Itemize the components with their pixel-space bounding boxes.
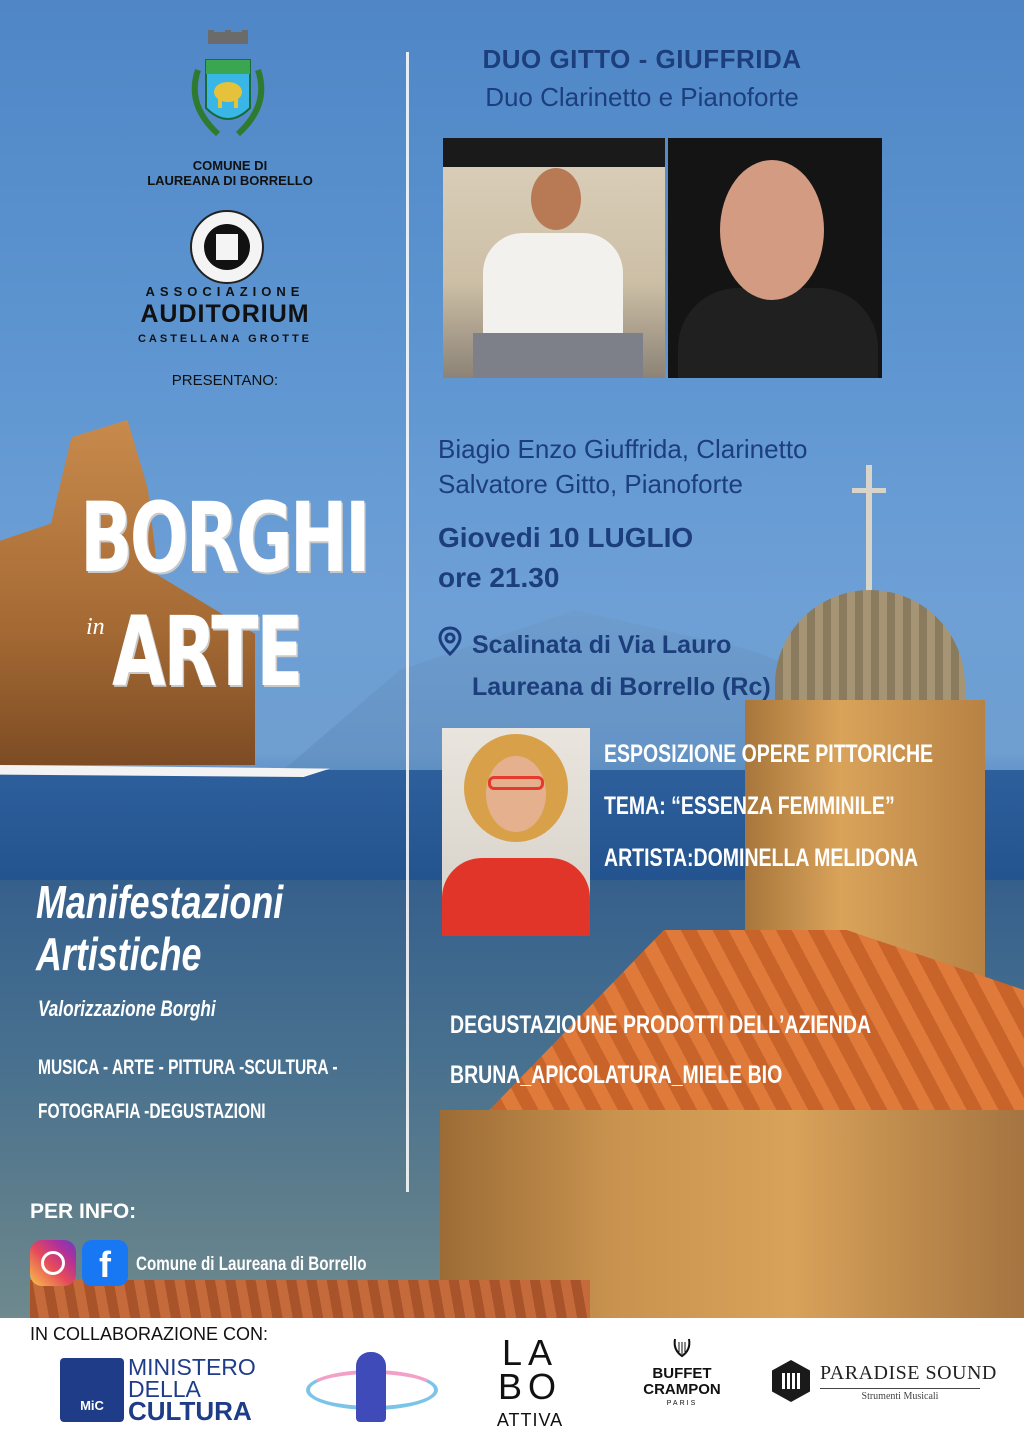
ministero-line2: DELLA [128, 1376, 201, 1402]
assoc-line3: CASTELLANA GROTTE [137, 333, 313, 345]
performer-clarinet: Biagio Enzo Giuffrida, Clarinetto [438, 434, 808, 464]
ministero-name [128, 1354, 256, 1426]
column-divider [406, 52, 409, 1192]
location-line1: Scalinata di Via Lauro [472, 631, 732, 659]
activities-line1: MUSICA - ARTE - PITTURA -SCULTURA - [38, 1056, 338, 1079]
labo-line2: BO [497, 1366, 562, 1407]
duo-title: DUO GITTO - GIUFFRIDA [482, 44, 802, 74]
ministero-line1: MINISTERO [128, 1354, 256, 1380]
conductor-figure-icon [356, 1352, 386, 1422]
dome-cross [866, 465, 872, 595]
duo-subtitle: Duo Clarinetto e Pianoforte [485, 82, 799, 112]
exhibit-line3: ARTISTA:DOMINELLA MELIDONA [604, 844, 919, 872]
location-line2: Laureana di Borrello (Rc) [472, 673, 771, 701]
exhibit-line2: TEMA: “ESSENZA FEMMINILE” [604, 792, 895, 820]
location-pin-icon [438, 626, 462, 656]
activities-list [38, 1046, 349, 1134]
event-date: Giovedi 10 LUGLIO [438, 522, 694, 553]
labo-logo [492, 1332, 568, 1407]
tasting-line2: BRUNA_APICOLATURA_MIELE BIO [450, 1061, 783, 1089]
labo-line1: LA [501, 1332, 559, 1373]
comune-name-line1: COMUNE DI [192, 158, 268, 173]
valorizzazione-text: Valorizzazione Borghi [38, 996, 216, 1021]
facebook-icon[interactable]: f [82, 1240, 128, 1286]
performer-piano: Salvatore Gitto, Pianoforte [438, 469, 743, 499]
paradise-sound-sub: Strumenti Musicali [820, 1388, 980, 1402]
tasting-line1: DEGUSTAZIOUNE PRODOTTI DELL’AZIENDA [450, 1011, 872, 1039]
assoc-line2: AUDITORIUM [140, 300, 310, 328]
per-info-label: PER INFO: [30, 1200, 137, 1223]
clarinettist-photo [443, 138, 665, 378]
manifestazioni-line2: Artistiche [36, 928, 202, 980]
exhibition-info [604, 728, 933, 884]
manifestazioni-line1: Manifestazioni [36, 876, 284, 928]
mic-abbr: MiC [80, 1398, 104, 1413]
title-arte: ARTE [112, 596, 302, 708]
activities-line2: FOTOGRAFIA -DEGUSTAZIONI [38, 1100, 266, 1123]
comune-crest-icon [178, 30, 278, 150]
exhibit-line1: ESPOSIZIONE OPERE PITTORICHE [604, 740, 934, 768]
event-location [472, 624, 771, 708]
ministero-logo-icon [60, 1358, 124, 1422]
manifestazioni-heading [36, 876, 283, 980]
event-time: ore 21.30 [438, 562, 560, 593]
ministero-line3: CULTURA [128, 1396, 252, 1426]
performers [438, 432, 808, 502]
presentano-label: PRESENTANO: [171, 372, 279, 389]
auditorium-logo-icon [190, 210, 264, 284]
buffet-line1: BUFFET [652, 1365, 712, 1382]
dome-cross-bar [852, 488, 886, 493]
pianist-photo [668, 138, 882, 378]
buffet-crampon-logo [630, 1366, 734, 1398]
labo-attiva: ATTIVA [496, 1410, 564, 1430]
paradise-sound-name: PARADISE SOUND [820, 1362, 997, 1384]
title-in: in [86, 614, 105, 640]
buffet-paris: PARIS [666, 1400, 698, 1407]
buffet-line2: CRAMPON [643, 1381, 721, 1398]
comune-name [130, 158, 330, 188]
comune-name-line2: LAUREANA DI BORRELLO [147, 173, 313, 188]
tasting-info [450, 1000, 871, 1100]
lyre-icon [670, 1336, 694, 1360]
assoc-line1: ASSOCIAZIONE [145, 284, 305, 299]
instagram-icon[interactable] [30, 1240, 76, 1286]
social-account-name: Comune di Laureana di Borrello [136, 1254, 367, 1275]
collab-label: IN COLLABORAZIONE CON: [30, 1324, 269, 1344]
artist-photo [442, 728, 590, 936]
auditorium-building-icon [216, 234, 238, 260]
title-borghi: BORGHI [80, 482, 368, 594]
event-datetime [438, 518, 693, 598]
